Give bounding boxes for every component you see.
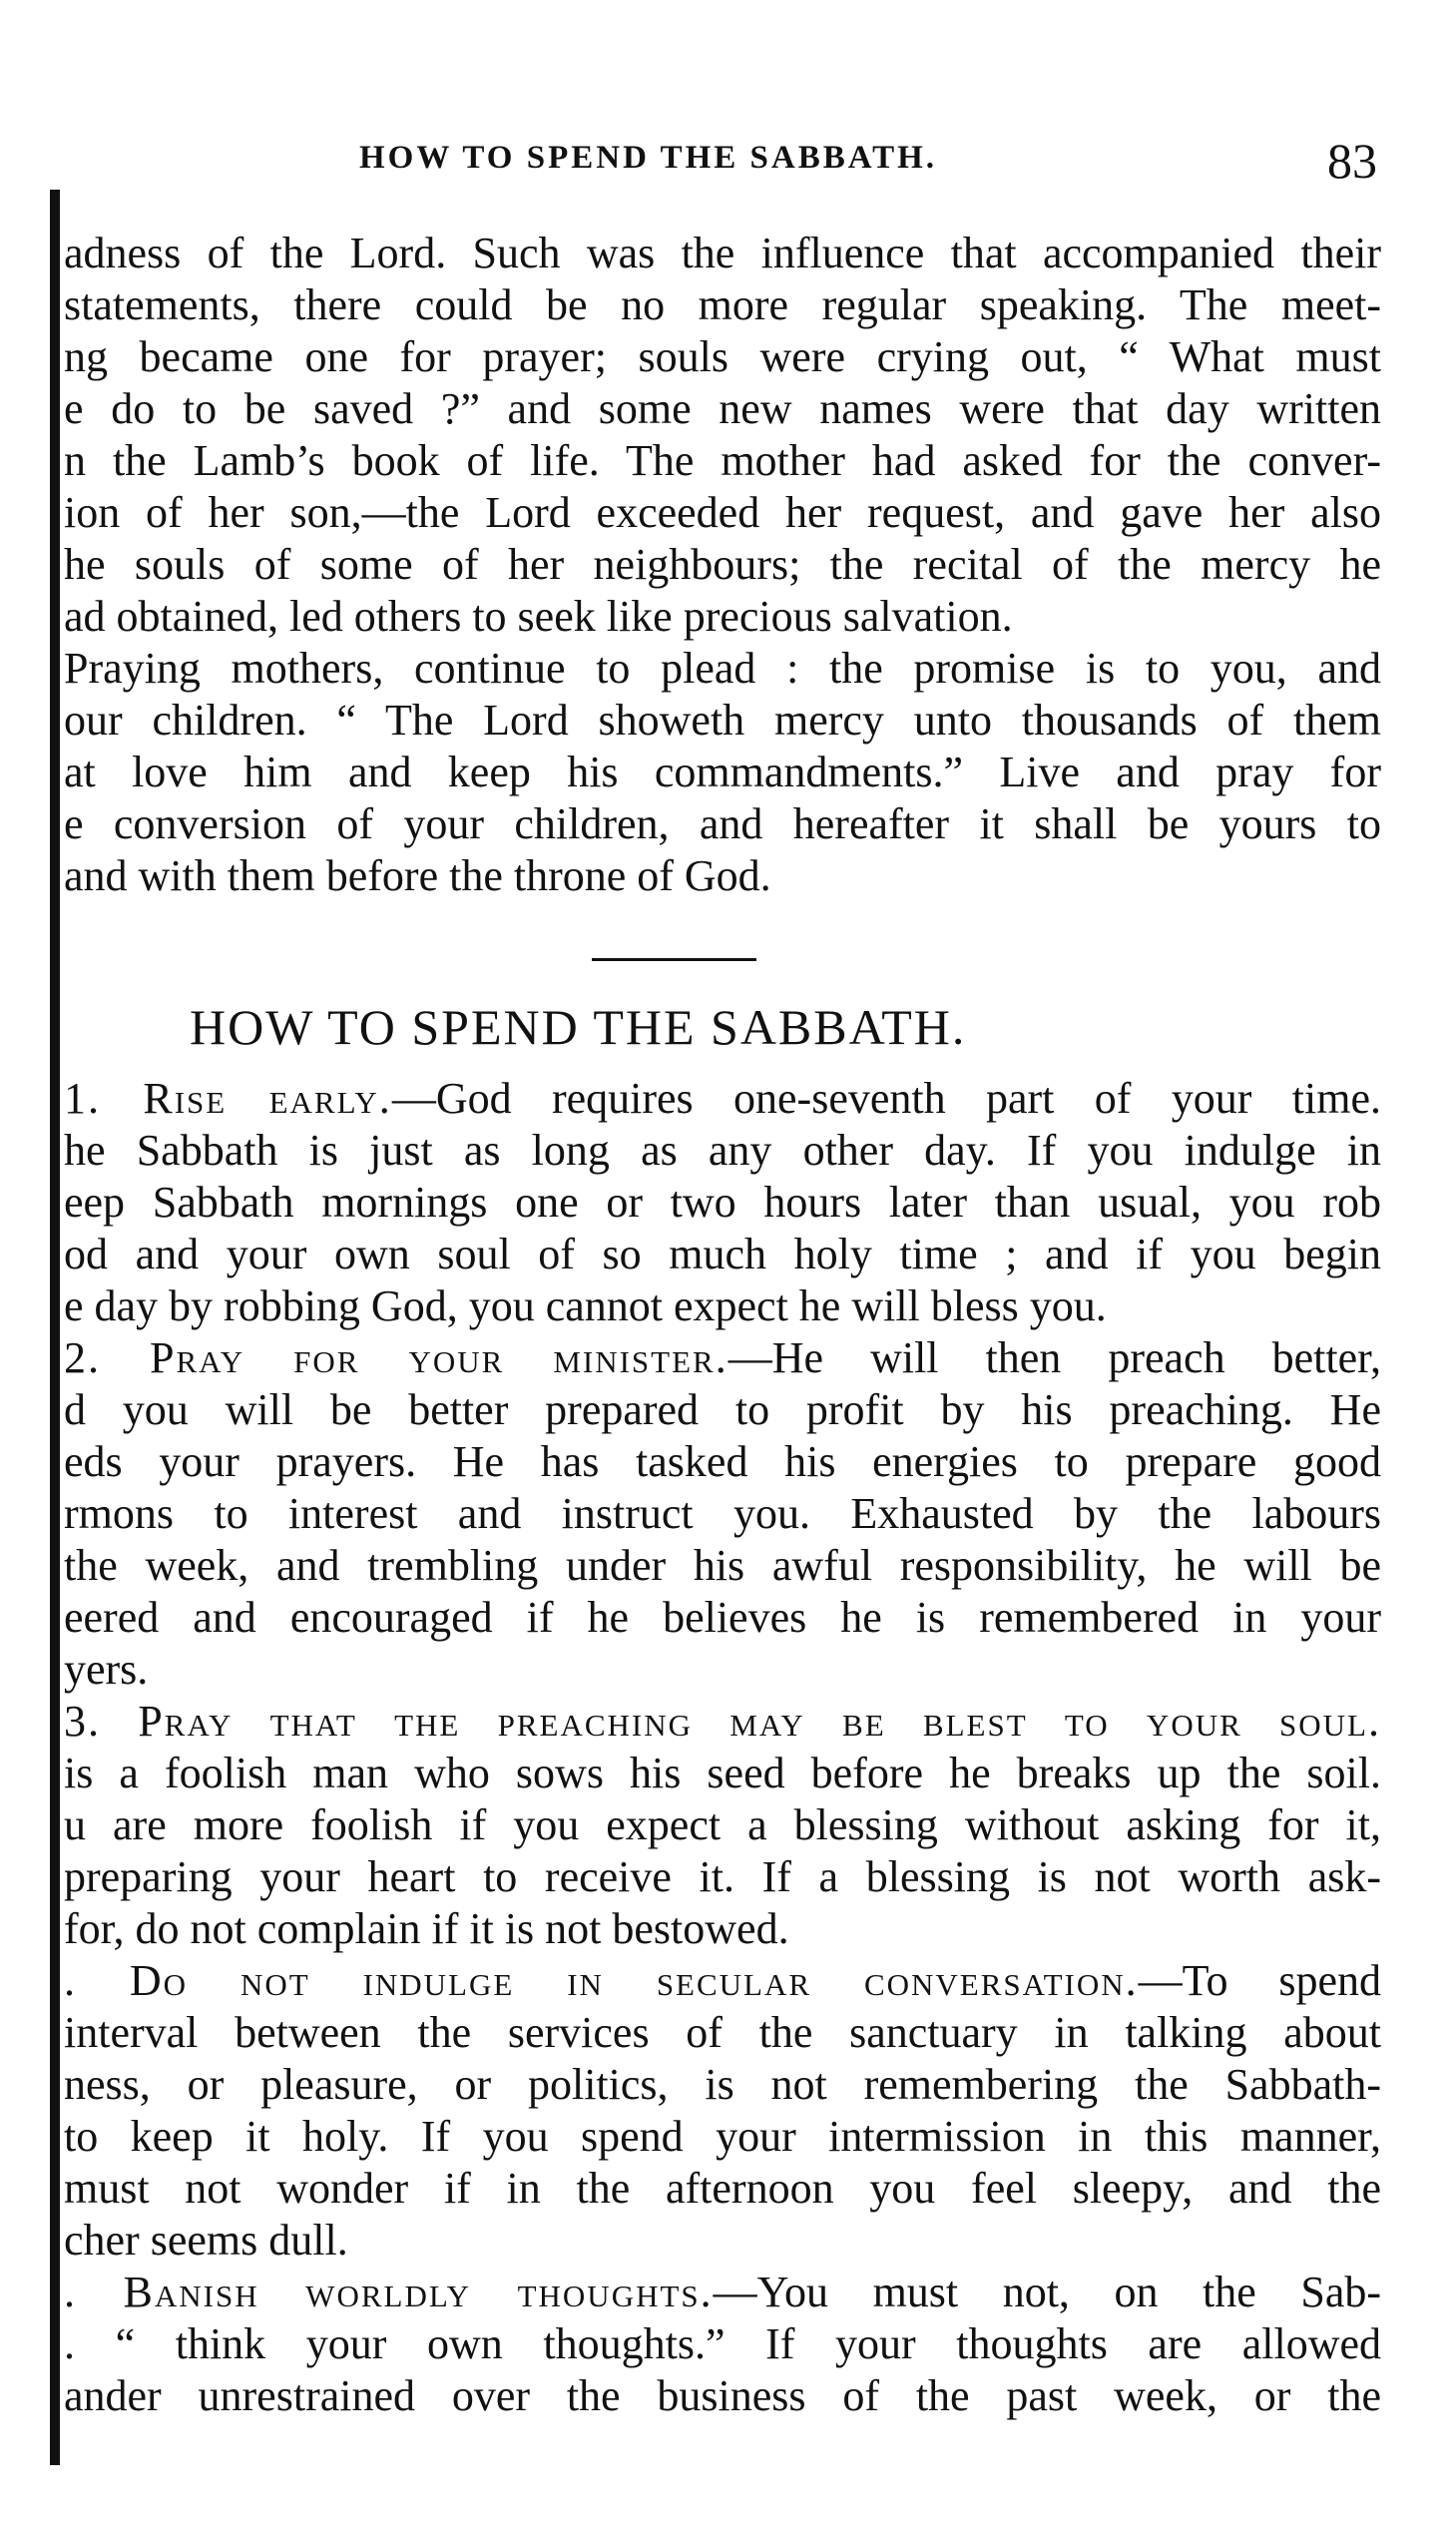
text-line: ng became one for prayer; souls were crying out, “ What must [64,332,1381,381]
item-heading: . Do not indulge in secular conversation. [64,1956,1139,2005]
item-lead-text: —You must not, on the Sab- [713,2268,1381,2316]
text-line: the week, and trembling under his awful responsibility, he will be [64,1541,1381,1590]
text-line: he souls of some of her neighbours; the recital of the mercy he [64,540,1381,589]
text-line: is a foolish man who sows his seed before he breaks up the soil. [64,1749,1381,1797]
page-number: 83 [1327,133,1377,189]
text-line: e day by robbing God, you cannot expect he will bless you. [64,1281,1107,1330]
item-heading-line [64,1073,1381,1125]
text-line: yers. [64,1645,149,1694]
text-line: preparing your heart to receive it. If a blessing is not worth ask- [64,1852,1381,1901]
text-line: he Sabbath is just as long as any other day. If you indulge in [64,1126,1381,1175]
item-heading-line [64,1955,1381,2007]
text-line: our children. “ The Lord showeth mercy unto thousands of them [64,696,1381,745]
text-line: ion of her son,—the Lord exceeded her request, and gave her also [64,488,1381,537]
text-line: and with them before the throne of God. [64,851,771,900]
text-line: Praying mothers, continue to plead : the promise is to you, and [64,644,1381,693]
text-line: must not wonder if in the afternoon you feel sleepy, and the [64,2164,1381,2213]
item-heading: . Banish worldly thoughts. [64,2268,714,2316]
text-line: interval between the services of the sanctuary in talking about [64,2008,1381,2057]
sabbath-items [64,1073,1381,2422]
text-line: od and your own soul of so much holy time ; and if you begin [64,1230,1381,1278]
section-divider [592,958,756,961]
continued-paragraph [64,228,1381,902]
item-heading: 2. Pray for your minister. [64,1333,728,1382]
text-line: rmons to interest and instruct you. Exhausted by the labours [64,1489,1381,1538]
running-head: HOW TO SPEND THE SABBATH. [359,140,938,176]
section-title: HOW TO SPEND THE SABBATH. [190,999,967,1055]
text-line: to keep it holy. If you spend your intermission in this manner, [64,2112,1381,2161]
text-line: cher seems dull. [64,2216,348,2265]
text-line: ness, or pleasure, or politics, is not remembering the Sabbath- [64,2060,1381,2109]
text-line: u are more foolish if you expect a blessing without asking for it, [64,1800,1381,1849]
binding-shadow [50,190,60,2465]
text-line: e do to be saved ?” and some new names were that day written [64,384,1381,433]
item-heading: 1. Rise early. [64,1074,392,1123]
item-heading: 3. Pray that the preaching may be blest to your soul. [64,1697,1381,1746]
text-line: n the Lamb’s book of life. The mother had asked for the conver- [64,436,1381,485]
text-line: adness of the Lord. Such was the influence that accompanied their [64,229,1381,277]
item-heading-line [64,2267,1381,2318]
text-line: statements, there could be no more regular speaking. The meet- [64,280,1381,329]
text-line: . “ think your own thoughts.” If your thoughts are allowed [64,2319,1381,2368]
item-heading-line [64,1696,1381,1748]
item-lead-text: —To spend [1138,1956,1381,2005]
text-line: ad obtained, led others to seek like precious salvation. [64,592,1013,641]
item-lead-text: —God requires one-seventh part of your time. [391,1074,1381,1123]
text-line: d you will be better prepared to profit by his preaching. He [64,1385,1381,1434]
text-line: for, do not complain if it is not bestowed. [64,1904,789,1953]
text-line: ander unrestrained over the business of the past week, or the [64,2371,1381,2420]
item-heading-line [64,1332,1381,1384]
text-line: eered and encouraged if he believes he is remembered in your [64,1593,1381,1642]
text-line: eds your prayers. He has tasked his energies to prepare good [64,1437,1381,1486]
text-line: eep Sabbath mornings one or two hours later than usual, you rob [64,1178,1381,1227]
text-line: e conversion of your children, and hereafter it shall be yours to [64,799,1381,848]
text-line: at love him and keep his commandments.” Live and pray for [64,748,1381,796]
item-lead-text: —He will then preach better, [728,1333,1381,1382]
